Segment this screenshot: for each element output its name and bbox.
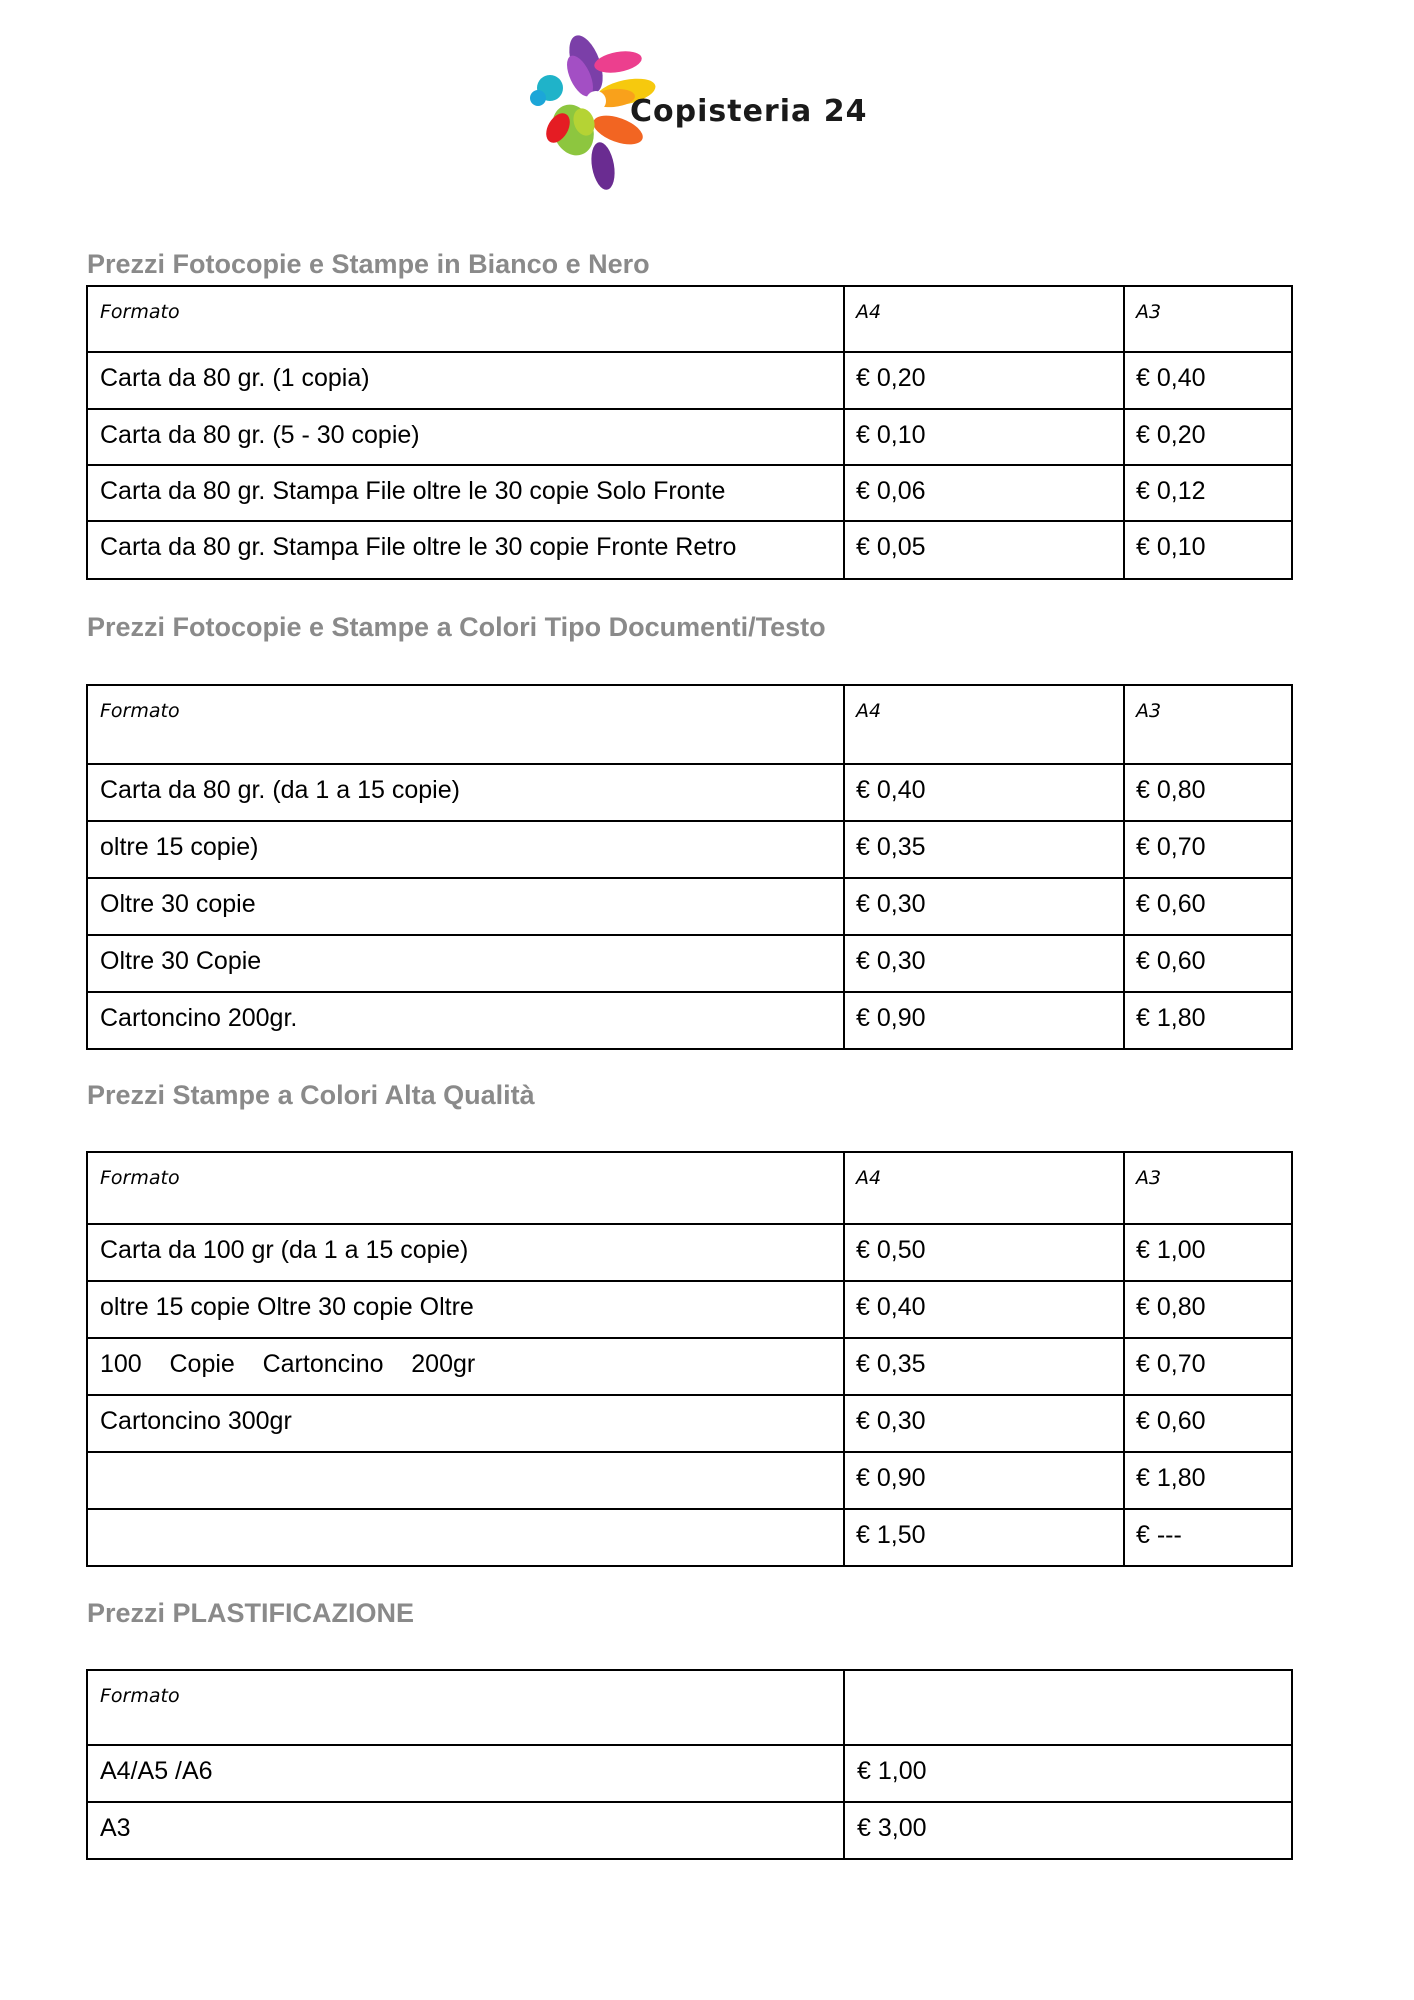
section-title-colori-documenti: Prezzi Fotocopie e Stampe a Colori Tipo Documenti/Testo bbox=[87, 612, 826, 642]
cell-price: € 1,00 bbox=[844, 1745, 1292, 1802]
section-title-plastificazione: Prezzi PLASTIFICAZIONE bbox=[87, 1598, 415, 1628]
cell-formato: oltre 15 copie) bbox=[87, 821, 844, 878]
section-title-alta-qualita: Prezzi Stampe a Colori Alta Qualità bbox=[87, 1080, 535, 1110]
column-header-a3: A3 bbox=[1124, 1152, 1292, 1224]
cell-formato: 100 Copie Cartoncino 200gr bbox=[87, 1338, 844, 1395]
table-row bbox=[87, 1745, 1292, 1802]
table-row bbox=[87, 1509, 1292, 1566]
cell-formato: Carta da 80 gr. Stampa File oltre le 30 copie Fronte Retro bbox=[87, 521, 844, 579]
cell-formato bbox=[87, 1452, 844, 1509]
table-row bbox=[87, 465, 1292, 521]
price-table-bianco-nero bbox=[86, 285, 1293, 580]
table-row bbox=[87, 935, 1292, 992]
table-row bbox=[87, 409, 1292, 465]
table-row bbox=[87, 1281, 1292, 1338]
cell-price-a4: € 0,35 bbox=[844, 1338, 1124, 1395]
column-header-a4: A4 bbox=[844, 1152, 1124, 1224]
column-header-formato: Formato bbox=[87, 1670, 844, 1745]
table-header-row bbox=[87, 286, 1292, 352]
cell-formato: Oltre 30 Copie bbox=[87, 935, 844, 992]
brand-logo bbox=[518, 26, 868, 196]
cell-price-a3: € 0,20 bbox=[1124, 409, 1292, 465]
table-row bbox=[87, 1452, 1292, 1509]
column-header-a3: A3 bbox=[1124, 685, 1292, 764]
cell-price-a4: € 0,30 bbox=[844, 935, 1124, 992]
cell-price-a3: € 0,60 bbox=[1124, 1395, 1292, 1452]
column-header-a4: A4 bbox=[844, 685, 1124, 764]
cell-price: € 3,00 bbox=[844, 1802, 1292, 1859]
cell-formato: Carta da 80 gr. Stampa File oltre le 30 copie Solo Fronte bbox=[87, 465, 844, 521]
cell-price-a4: € 0,06 bbox=[844, 465, 1124, 521]
cell-price-a3: € 0,12 bbox=[1124, 465, 1292, 521]
brand-name: Copisteria 24 bbox=[630, 94, 868, 129]
section-title-bianco-nero: Prezzi Fotocopie e Stampe in Bianco e Nero bbox=[87, 249, 650, 279]
price-table-plastificazione bbox=[86, 1669, 1293, 1860]
column-header-formato: Formato bbox=[87, 685, 844, 764]
cell-formato: Carta da 80 gr. (5 - 30 copie) bbox=[87, 409, 844, 465]
table-header-row bbox=[87, 1152, 1292, 1224]
cell-price-a4: € 0,35 bbox=[844, 821, 1124, 878]
cell-price-a4: € 0,40 bbox=[844, 1281, 1124, 1338]
table-row bbox=[87, 1224, 1292, 1281]
table-row bbox=[87, 821, 1292, 878]
cell-formato: Carta da 100 gr (da 1 a 15 copie) bbox=[87, 1224, 844, 1281]
cell-price-a4: € 0,90 bbox=[844, 992, 1124, 1049]
cell-formato bbox=[87, 1509, 844, 1566]
cell-price-a3: € 0,10 bbox=[1124, 521, 1292, 579]
table-row bbox=[87, 352, 1292, 409]
cell-price-a4: € 0,20 bbox=[844, 352, 1124, 409]
column-header-a3: A3 bbox=[1124, 286, 1292, 352]
table-header-row bbox=[87, 1670, 1292, 1745]
cell-formato: oltre 15 copie Oltre 30 copie Oltre bbox=[87, 1281, 844, 1338]
table-row bbox=[87, 1802, 1292, 1859]
cell-price-a3: € 0,80 bbox=[1124, 1281, 1292, 1338]
cell-formato: Oltre 30 copie bbox=[87, 878, 844, 935]
cell-formato: A4/A5 /A6 bbox=[87, 1745, 844, 1802]
cell-price-a3: € 0,40 bbox=[1124, 352, 1292, 409]
cell-formato: Cartoncino 300gr bbox=[87, 1395, 844, 1452]
cell-price-a3: € 0,70 bbox=[1124, 821, 1292, 878]
cell-price-a3: € 0,60 bbox=[1124, 878, 1292, 935]
cell-price-a3: € 1,00 bbox=[1124, 1224, 1292, 1281]
cell-price-a4: € 0,90 bbox=[844, 1452, 1124, 1509]
column-header-formato: Formato bbox=[87, 1152, 844, 1224]
cell-price-a3: € 0,70 bbox=[1124, 1338, 1292, 1395]
cell-price-a3: € 0,80 bbox=[1124, 764, 1292, 821]
cell-price-a3: € 0,60 bbox=[1124, 935, 1292, 992]
cell-price-a3: € 1,80 bbox=[1124, 1452, 1292, 1509]
table-row bbox=[87, 521, 1292, 579]
cell-price-a4: € 0,50 bbox=[844, 1224, 1124, 1281]
table-row bbox=[87, 764, 1292, 821]
table-row bbox=[87, 878, 1292, 935]
cell-formato: Carta da 80 gr. (da 1 a 15 copie) bbox=[87, 764, 844, 821]
cell-price-a4: € 0,30 bbox=[844, 1395, 1124, 1452]
column-header-prezzo bbox=[844, 1670, 1292, 1745]
cell-price-a4: € 0,10 bbox=[844, 409, 1124, 465]
table-row bbox=[87, 1338, 1292, 1395]
cell-formato: Carta da 80 gr. (1 copia) bbox=[87, 352, 844, 409]
column-header-formato: Formato bbox=[87, 286, 844, 352]
cell-formato: Cartoncino 200gr. bbox=[87, 992, 844, 1049]
price-table-alta-qualita bbox=[86, 1151, 1293, 1567]
cell-price-a4: € 0,30 bbox=[844, 878, 1124, 935]
table-row bbox=[87, 992, 1292, 1049]
cell-price-a3: € 1,80 bbox=[1124, 992, 1292, 1049]
cell-price-a4: € 1,50 bbox=[844, 1509, 1124, 1566]
table-row bbox=[87, 1395, 1292, 1452]
cell-price-a4: € 0,05 bbox=[844, 521, 1124, 579]
cell-price-a4: € 0,40 bbox=[844, 764, 1124, 821]
price-table-colori-documenti bbox=[86, 684, 1293, 1050]
cell-price-a3: € --- bbox=[1124, 1509, 1292, 1566]
column-header-a4: A4 bbox=[844, 286, 1124, 352]
cell-formato: A3 bbox=[87, 1802, 844, 1859]
table-header-row bbox=[87, 685, 1292, 764]
